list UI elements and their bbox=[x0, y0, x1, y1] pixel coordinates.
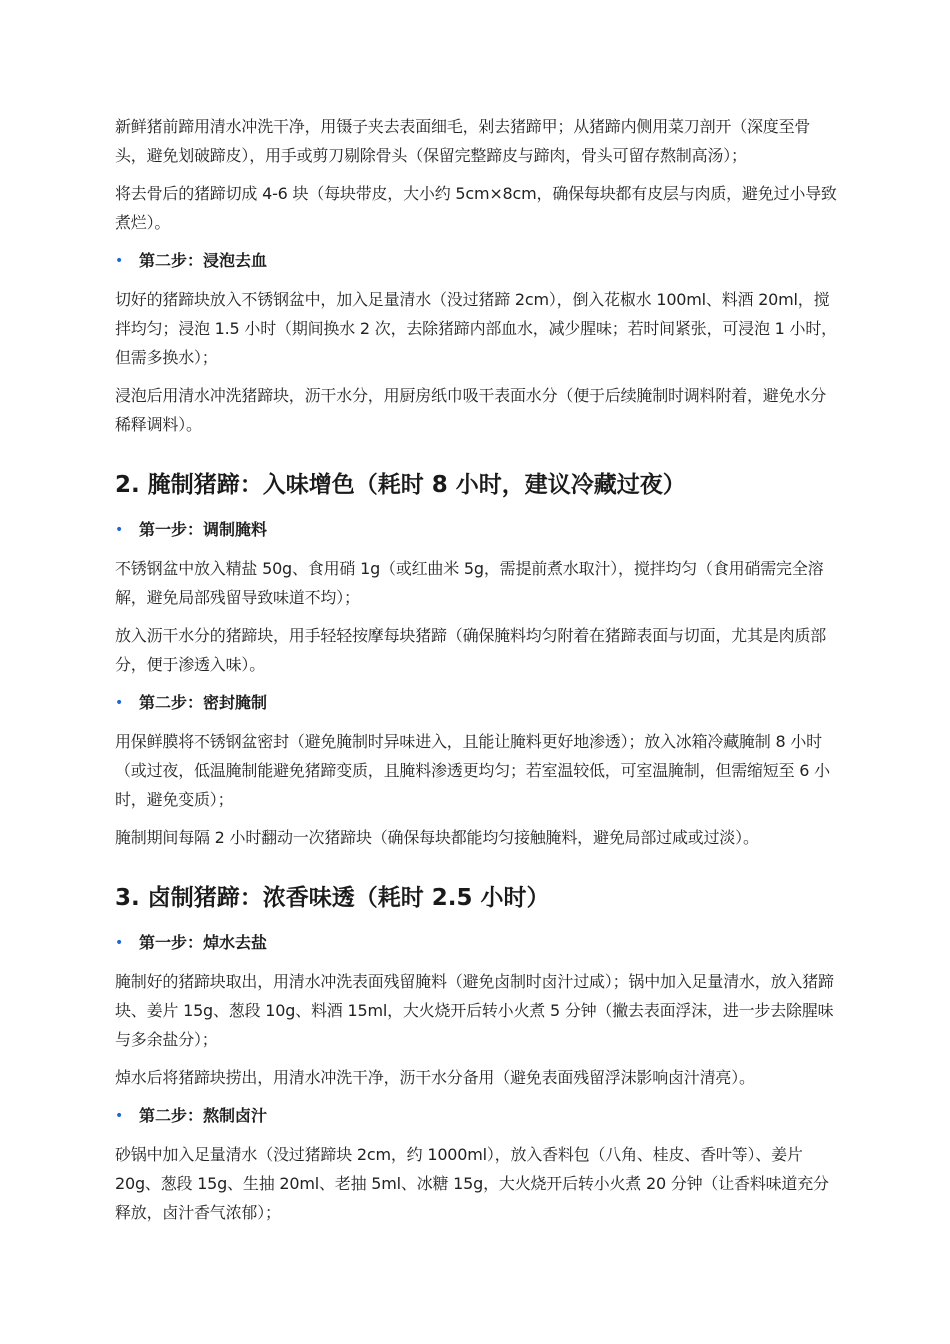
intro-paragraph-1: 新鲜猪前蹄用清水冲洗干净，用镊子夹去表面细毛，剁去猪蹄甲；从猪蹄内侧用菜刀剖开（深度至骨头，避免划破蹄皮），用手或剪刀剔除骨头（保留完整蹄皮与蹄肉，骨头可留存熬制高汤）； bbox=[115, 117, 811, 165]
soak-paragraph-2: 浸泡后用清水冲洗猪蹄块，沥干水分，用厨房纸巾吸干表面水分（便于后续腌制时调料附着，避免水分稀释调料）。 bbox=[115, 386, 827, 434]
bullet-icon: • bbox=[115, 1108, 124, 1124]
step-label: 第二步：浸泡去血 bbox=[139, 251, 268, 270]
step-heading-soak bbox=[115, 246, 840, 276]
soak-paragraph-1: 切好的猪蹄块放入不锈钢盆中，加入足量清水（没过猪蹄 2cm），倒入花椒水 100ml、料酒 20ml，搅拌均匀；浸泡 1.5 小时（期间换水 2 次，去除猪蹄内部血水，减少腥味；若时间紧张，可浸泡 1 小时，但需多换水）； bbox=[115, 290, 837, 367]
intro-paragraph-2: 将去骨后的猪蹄切成 4-6 块（每块带皮，大小约 5cm×8cm，确保每块都有皮层与肉质，避免过小导致煮烂）。 bbox=[115, 184, 837, 232]
bullet-icon: • bbox=[115, 695, 124, 711]
section-heading-braise: 3. 卤制猪蹄：浓香味透（耗时 2.5 小时） bbox=[115, 885, 550, 911]
section-heading-marinate: 2. 腌制猪蹄：入味增色（耗时 8 小时，建议冷藏过夜） bbox=[115, 472, 686, 498]
blanch-paragraph-1: 腌制好的猪蹄块取出，用清水冲洗表面残留腌料（避免卤制时卤汁过咸）；锅中加入足量清水，放入猪蹄块、姜片 15g、葱段 10g、料酒 15ml，大火烧开后转小火煮 5 分钟（撇去表面浮沫，进一步去除腥味与多余盐分）； bbox=[115, 972, 834, 1049]
step-label: 第二步：密封腌制 bbox=[139, 693, 268, 712]
step-heading-marinade-mix bbox=[115, 515, 840, 545]
document-page bbox=[115, 112, 840, 1236]
brine-paragraph-1: 砂锅中加入足量清水（没过猪蹄块 2cm，约 1000ml），放入香料包（八角、桂皮、香叶等）、姜片 20g、葱段 15g、生抽 20ml、老抽 5ml、冰糖 15g，大火烧开后转小火煮 20 分钟（让香料味道充分释放，卤汁香气浓郁）； bbox=[115, 1145, 829, 1222]
bullet-icon: • bbox=[115, 253, 124, 269]
bullet-icon: • bbox=[115, 935, 124, 951]
step-heading-brine bbox=[115, 1101, 840, 1131]
step-label: 第一步：调制腌料 bbox=[139, 520, 268, 539]
seal-paragraph-2: 腌制期间每隔 2 小时翻动一次猪蹄块（确保每块都能均匀接触腌料，避免局部过咸或过淡）。 bbox=[115, 828, 759, 847]
step-label: 第一步：焯水去盐 bbox=[139, 933, 268, 952]
step-heading-seal bbox=[115, 688, 840, 718]
step-heading-blanch bbox=[115, 928, 840, 958]
blanch-paragraph-2: 焯水后将猪蹄块捞出，用清水冲洗干净，沥干水分备用（避免表面残留浮沫影响卤汁清亮）。 bbox=[115, 1068, 755, 1087]
marinade-paragraph-1: 不锈钢盆中放入精盐 50g、食用硝 1g（或红曲米 5g，需提前煮水取汁），搅拌均匀（食用硝需完全溶解，避免局部残留导致味道不均）； bbox=[115, 559, 824, 607]
marinade-paragraph-2: 放入沥干水分的猪蹄块，用手轻轻按摩每块猪蹄（确保腌料均匀附着在猪蹄表面与切面，尤其是肉质部分，便于渗透入味）。 bbox=[115, 626, 827, 674]
seal-paragraph-1: 用保鲜膜将不锈钢盆密封（避免腌制时异味进入，且能让腌料更好地渗透）；放入冰箱冷藏腌制 8 小时（或过夜，低温腌制能避免猪蹄变质，且腌料渗透更均匀；若室温较低，可室温腌制，但需缩短至 6 小时，避免变质）； bbox=[115, 732, 830, 809]
step-label: 第二步：熬制卤汁 bbox=[139, 1106, 268, 1125]
bullet-icon: • bbox=[115, 522, 124, 538]
